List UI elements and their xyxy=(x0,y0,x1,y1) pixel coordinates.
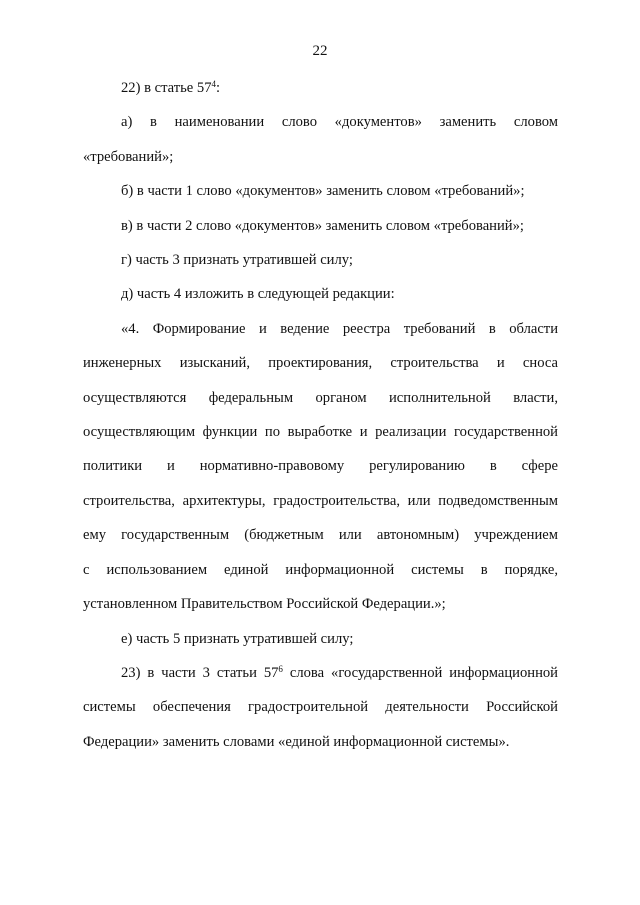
item-22-superscript: 4 xyxy=(211,79,217,89)
item-v: в) в части 2 слово «документов» заменить словом «требований»; xyxy=(121,217,524,234)
item-23-line-3: Федерации» заменить словами «единой информационной системы». xyxy=(83,733,510,750)
quote-line-1: «4. Формирование и ведение реестра требований в области xyxy=(121,320,558,337)
item-g: г) часть 3 признать утратившей силу; xyxy=(121,252,353,269)
quote-line-8: с использованием единой информационной системы в порядке, xyxy=(83,561,558,578)
item-a-line-1: а) в наименовании слово «документов» заменить словом xyxy=(121,114,558,131)
item-d: д) часть 4 изложить в следующей редакции: xyxy=(121,286,395,303)
quote-line-9: установленном Правительством Российской Федерации.»; xyxy=(83,596,446,613)
item-a-line-2: «требований»; xyxy=(83,148,174,165)
quote-line-2: инженерных изысканий, проектирования, строительства и сноса xyxy=(83,355,558,372)
item-23-line-2: системы обеспечения градостроительной деятельности Российской xyxy=(83,699,558,716)
quote-line-4: осуществляющим функции по выработке и реализации государственной xyxy=(83,424,558,441)
page-number: 22 xyxy=(312,43,328,59)
quote-line-5: политики и нормативно-правовому регулированию в сфере xyxy=(83,458,558,475)
quote-line-7: ему государственным (бюджетным или автономным) учреждением xyxy=(83,527,558,544)
item-22-text: 22) в статье 57 xyxy=(121,80,212,96)
item-22-tail: : xyxy=(216,80,221,96)
item-23-superscript: 6 xyxy=(278,663,283,674)
item-23-post: слова «государственной информационной xyxy=(282,664,558,681)
item-22-heading xyxy=(83,71,558,105)
document-body xyxy=(83,71,558,759)
item-23-line-1 xyxy=(83,656,558,690)
item-b: б) в части 1 слово «документов» заменить словом «требований»; xyxy=(121,183,525,200)
quote-line-3: осуществляются федеральным органом исполнительной власти, xyxy=(83,389,558,406)
quote-line-6: строительства, архитектуры, градостроительства, или подведомственным xyxy=(83,492,558,509)
item-23-pre: 23) в части 3 статьи 57 xyxy=(121,664,279,681)
item-e: е) часть 5 признать утратившей силу; xyxy=(121,630,354,647)
